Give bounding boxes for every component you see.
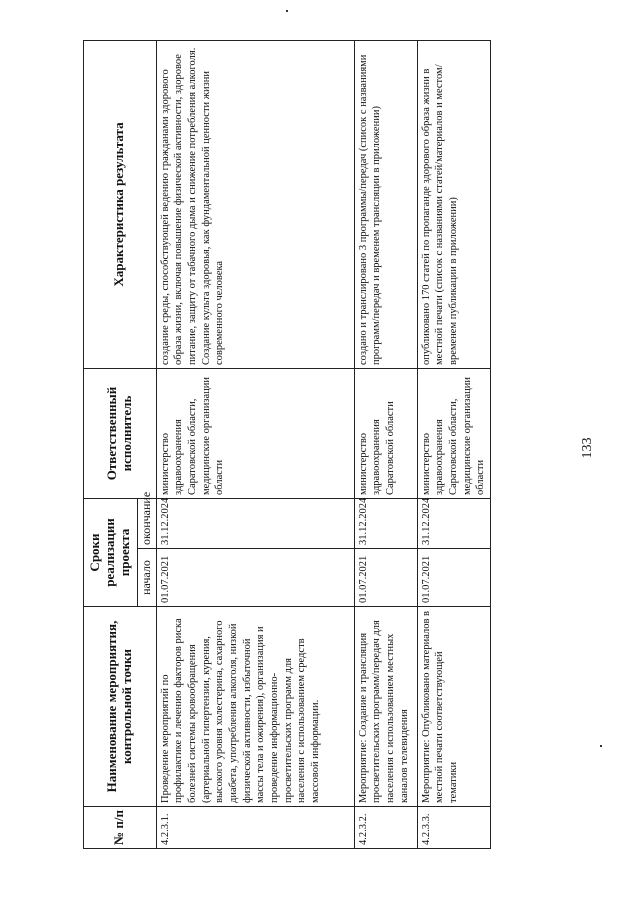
row-end: 31.12.2024 xyxy=(354,499,417,549)
row-responsible: министерство здравоохранения Саратовской области, медицинские организации области xyxy=(417,369,490,499)
row-num: 4.2.3.3. xyxy=(417,807,490,849)
row-result: создано и транслировано 3 программы/передач (список с названиями программ/передач и временем трансляции в приложении) xyxy=(354,41,417,369)
row-end: 31.12.2024 xyxy=(417,499,490,549)
scan-speck xyxy=(600,745,602,747)
header-responsible: Ответственный исполнитель xyxy=(84,369,157,499)
header-start: начало xyxy=(138,549,157,607)
row-num: 4.2.3.1. xyxy=(156,807,354,849)
row-start: 01.07.2021 xyxy=(354,549,417,607)
page-number: 133 xyxy=(580,437,595,459)
row-result: опубликовано 170 статей по пропаганде здорового образа жизни в местной печати (список с названиями статей/материалов и местом/временем публикации в приложении) xyxy=(417,41,490,369)
results-table xyxy=(83,40,491,849)
header-period: Сроки реализации проекта xyxy=(84,499,138,607)
row-end: 31.12.2024 xyxy=(156,499,354,549)
header-end: окончание xyxy=(138,499,157,549)
rotated-page-content xyxy=(83,41,487,849)
header-name: Наименование мероприятия, контрольной точки xyxy=(84,607,157,807)
row-result: создание среды, способствующей ведению гражданами здорового образа жизни, включая повышение физической активности, здоровое питание, защиту от табачного дыма и снижение потребления алкоголя. Создание культа здоровья, как фундаментальной ценности жизни современного человека xyxy=(156,41,354,369)
row-name: Мероприятие: Опубликовано материалов в местной печати соответствующей тематики xyxy=(417,607,490,807)
row-name: Мероприятие: Создание и трансляция просветительских программ/передач для населения с использованием местных каналов телевидения xyxy=(354,607,417,807)
header-result: Характеристика результата xyxy=(84,41,157,369)
row-name: Проведение мероприятий по профилактике и лечению факторов риска болезней системы кровообращения (артериальной гипертензии, курения, высокого уровня холестерина, сахарного диабета, употребления алкоголя, низкой физической активности, избыточной массы тела и ожирения), организация и проведение информационно-просветительских программ для населения с использованием средств массовой информации. xyxy=(156,607,354,807)
table-row xyxy=(156,41,354,849)
row-start: 01.07.2021 xyxy=(417,549,490,607)
row-responsible: министерство здравоохранения Саратовской области xyxy=(354,369,417,499)
row-start: 01.07.2021 xyxy=(156,549,354,607)
scan-speck xyxy=(286,10,288,12)
table-row xyxy=(354,41,417,849)
row-num: 4.2.3.2. xyxy=(354,807,417,849)
header-num: № п/п xyxy=(84,807,157,849)
table-row xyxy=(417,41,490,849)
row-responsible: министерство здравоохранения Саратовской области, медицинские организации области xyxy=(156,369,354,499)
